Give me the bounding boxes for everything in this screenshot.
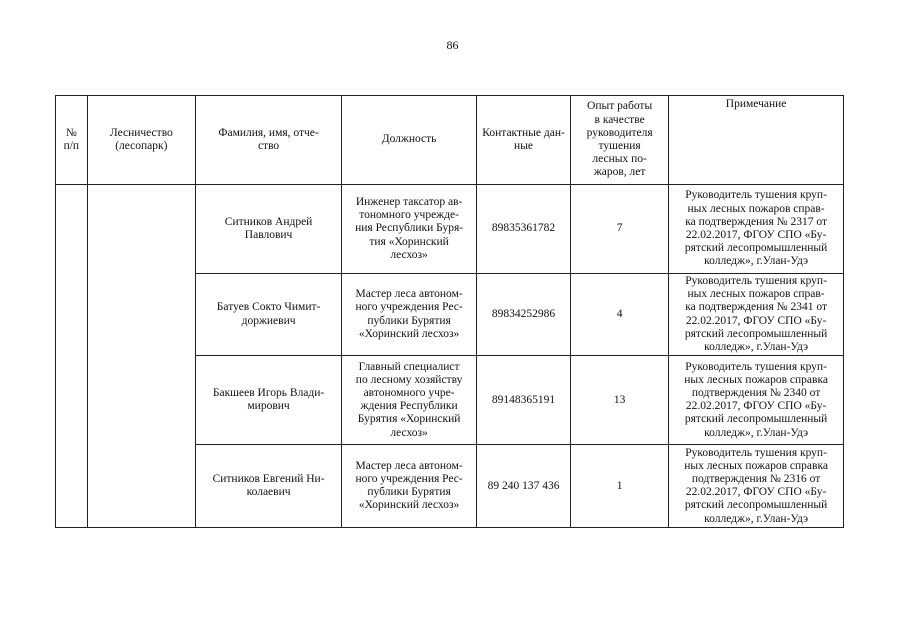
header-note: Примечание (669, 96, 844, 185)
contact-cell: 89834252986 (477, 274, 571, 356)
name-cell: Батуев Сокто Чимит- доржиевич (196, 274, 342, 356)
experience-cell: 7 (571, 185, 669, 274)
name-cell: Бакшеев Игорь Влади- мирович (196, 356, 342, 445)
contact-cell: 89835361782 (477, 185, 571, 274)
experience-cell: 1 (571, 445, 669, 528)
header-forestry: Лесничество (лесопарк) (87, 96, 195, 185)
experience-cell: 4 (571, 274, 669, 356)
contact-cell: 89148365191 (477, 356, 571, 445)
num-cell (56, 185, 88, 528)
header-name: Фамилия, имя, отче- ство (196, 96, 342, 185)
note-cell: Руководитель тушения круп- ных лесных пожаров справ- ка подтверждения № 2341 от 22.02.2017, ФГОУ СПО «Бу- рятский лесопромышленный колледж», г.Улан-Удэ (669, 274, 844, 356)
position-cell: Мастер леса автоном- ного учреждения Рес- публики Бурятия «Хоринский лесхоз» (342, 445, 477, 528)
experience-cell: 13 (571, 356, 669, 445)
header-position: Должность (342, 96, 477, 185)
page-number: 86 (446, 38, 459, 52)
header-experience: Опыт работы в качестве руководителя тушения лесных по- жаров, лет (571, 96, 669, 185)
personnel-table (55, 95, 844, 528)
position-cell: Главный специалист по лесному хозяйству автономного учре- ждения Республики Бурятия «Хоринский лесхоз» (342, 356, 477, 445)
header-num: № п/п (56, 96, 88, 185)
position-cell: Инженер таксатор ав- тономного учрежде- ния Республики Буря- тия «Хоринский лесхоз» (342, 185, 477, 274)
note-cell: Руководитель тушения круп- ных лесных пожаров справка подтверждения № 2316 от 22.02.2017, ФГОУ СПО «Бу- рятский лесопромышленный колледж», г.Улан-Удэ (669, 445, 844, 528)
table-header (56, 96, 844, 185)
forestry-cell (87, 185, 195, 528)
note-cell: Руководитель тушения круп- ных лесных пожаров справ- ка подтверждения № 2317 от 22.02.2017, ФГОУ СПО «Бу- рятский лесопромышленный колледж», г.Улан-Удэ (669, 185, 844, 274)
contact-cell: 89 240 137 436 (477, 445, 571, 528)
name-cell: Ситников Андрей Павлович (196, 185, 342, 274)
table-row (56, 185, 844, 274)
note-cell: Руководитель тушения круп- ных лесных пожаров справка подтверждения № 2340 от 22.02.2017, ФГОУ СПО «Бу- рятский лесопромышленный колледж», г.Улан-Удэ (669, 356, 844, 445)
name-cell: Ситников Евгений Ни- колаевич (196, 445, 342, 528)
header-contacts: Контактные дан- ные (477, 96, 571, 185)
position-cell: Мастер леса автоном- ного учреждения Рес- публики Бурятия «Хоринский лесхоз» (342, 274, 477, 356)
